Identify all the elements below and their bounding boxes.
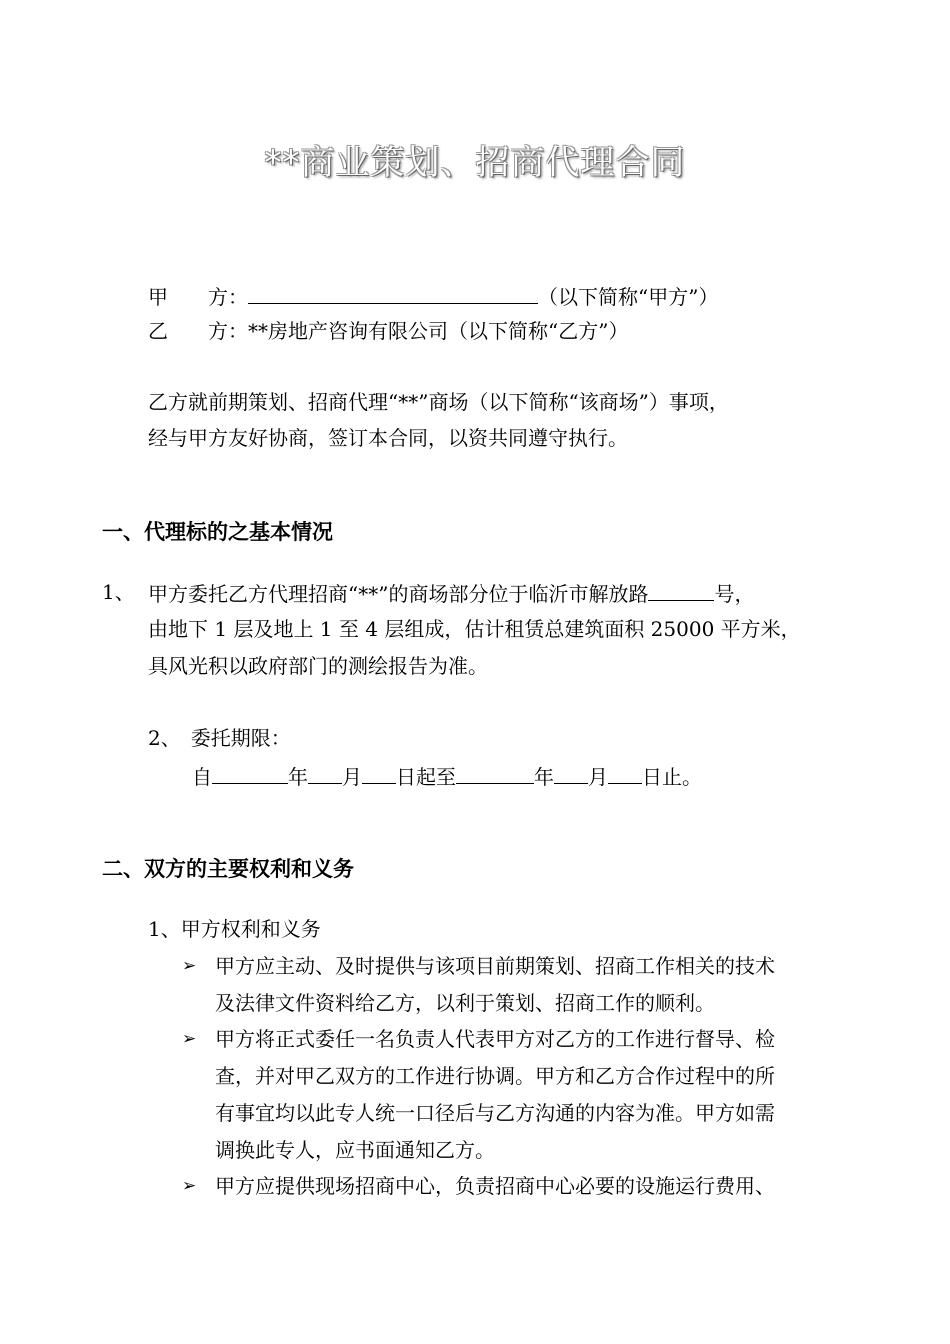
start-month-blank: [308, 763, 342, 784]
item-1-line-3: 具风光积以政府部门的测绘报告为准。: [148, 654, 488, 678]
period-year-1: 年: [288, 765, 308, 789]
bullet-arrow-icon: ➢: [182, 1176, 197, 1196]
period-year-2: 年: [534, 765, 554, 789]
bullet-2-line-2: 查，并对甲乙双方的工作进行协调。甲方和乙方合作过程中的所: [215, 1064, 775, 1088]
sub-1-heading: 1、甲方权利和义务: [148, 917, 321, 941]
period-day-2: 日止。: [642, 765, 702, 789]
item-1-number: 1、: [102, 580, 135, 604]
bullet-1-line-2: 及法律文件资料给乙方，以利于策划、招商工作的顺利。: [215, 991, 715, 1015]
intro-line-1: 乙方就前期策划、招商代理“**”商场（以下简称“该商场”）事项，: [148, 390, 729, 414]
intro-line-2: 经与甲方友好协商，签订本合同，以资共同遵守执行。: [148, 426, 628, 450]
period-line: [192, 763, 702, 789]
item-1-line-1-suffix: 号，: [714, 582, 755, 606]
start-year-blank: [212, 763, 288, 784]
party-a-blank: [248, 283, 538, 304]
start-day-blank: [362, 763, 396, 784]
bullet-2-line-4: 调换此专人，应书面通知乙方。: [215, 1138, 495, 1162]
street-number-blank: [648, 580, 714, 601]
bullet-2-line-1: 甲方将正式委任一名负责人代表甲方对乙方的工作进行督导、检: [215, 1027, 775, 1051]
party-a-line: [148, 283, 718, 309]
party-a-suffix: （以下简称“甲方”）: [538, 285, 719, 309]
bullet-arrow-icon: ➢: [182, 1029, 197, 1049]
contract-title: **商业策划、招商代理合同: [264, 143, 686, 183]
item-1-line-2: 由地下 1 层及地上 1 至 4 层组成，估计租赁总建筑面积 25000 平方米，: [148, 617, 801, 641]
bullet-1-line-1: 甲方应主动、及时提供与该项目前期策划、招商工作相关的技术: [215, 954, 775, 978]
end-day-blank: [608, 763, 642, 784]
period-day-1: 日起至: [396, 765, 456, 789]
item-1-line-1: [148, 580, 754, 606]
bullet-3-line-1: 甲方应提供现场招商中心，负责招商中心必要的设施运行费用、: [215, 1174, 775, 1198]
period-month-2: 月: [588, 765, 608, 789]
party-b-line: 乙 方：**房地产咨询有限公司（以下简称“乙方”）: [148, 319, 629, 343]
period-month-1: 月: [342, 765, 362, 789]
period-from: 自: [192, 765, 212, 789]
end-year-blank: [456, 763, 534, 784]
item-2-label: 2、 委托期限：: [148, 726, 291, 750]
section-2-heading: 二、双方的主要权利和义务: [102, 857, 354, 881]
end-month-blank: [554, 763, 588, 784]
item-1-line-1-text: 甲方委托乙方代理招商“**”的商场部分位于临沂市解放路: [148, 582, 649, 606]
bullet-2-line-3: 有事宜均以此专人统一口径后与乙方沟通的内容为准。甲方如需: [215, 1101, 775, 1125]
party-a-label: 甲 方：: [148, 285, 248, 309]
section-1-heading: 一、代理标的之基本情况: [102, 520, 333, 544]
bullet-arrow-icon: ➢: [182, 956, 197, 976]
